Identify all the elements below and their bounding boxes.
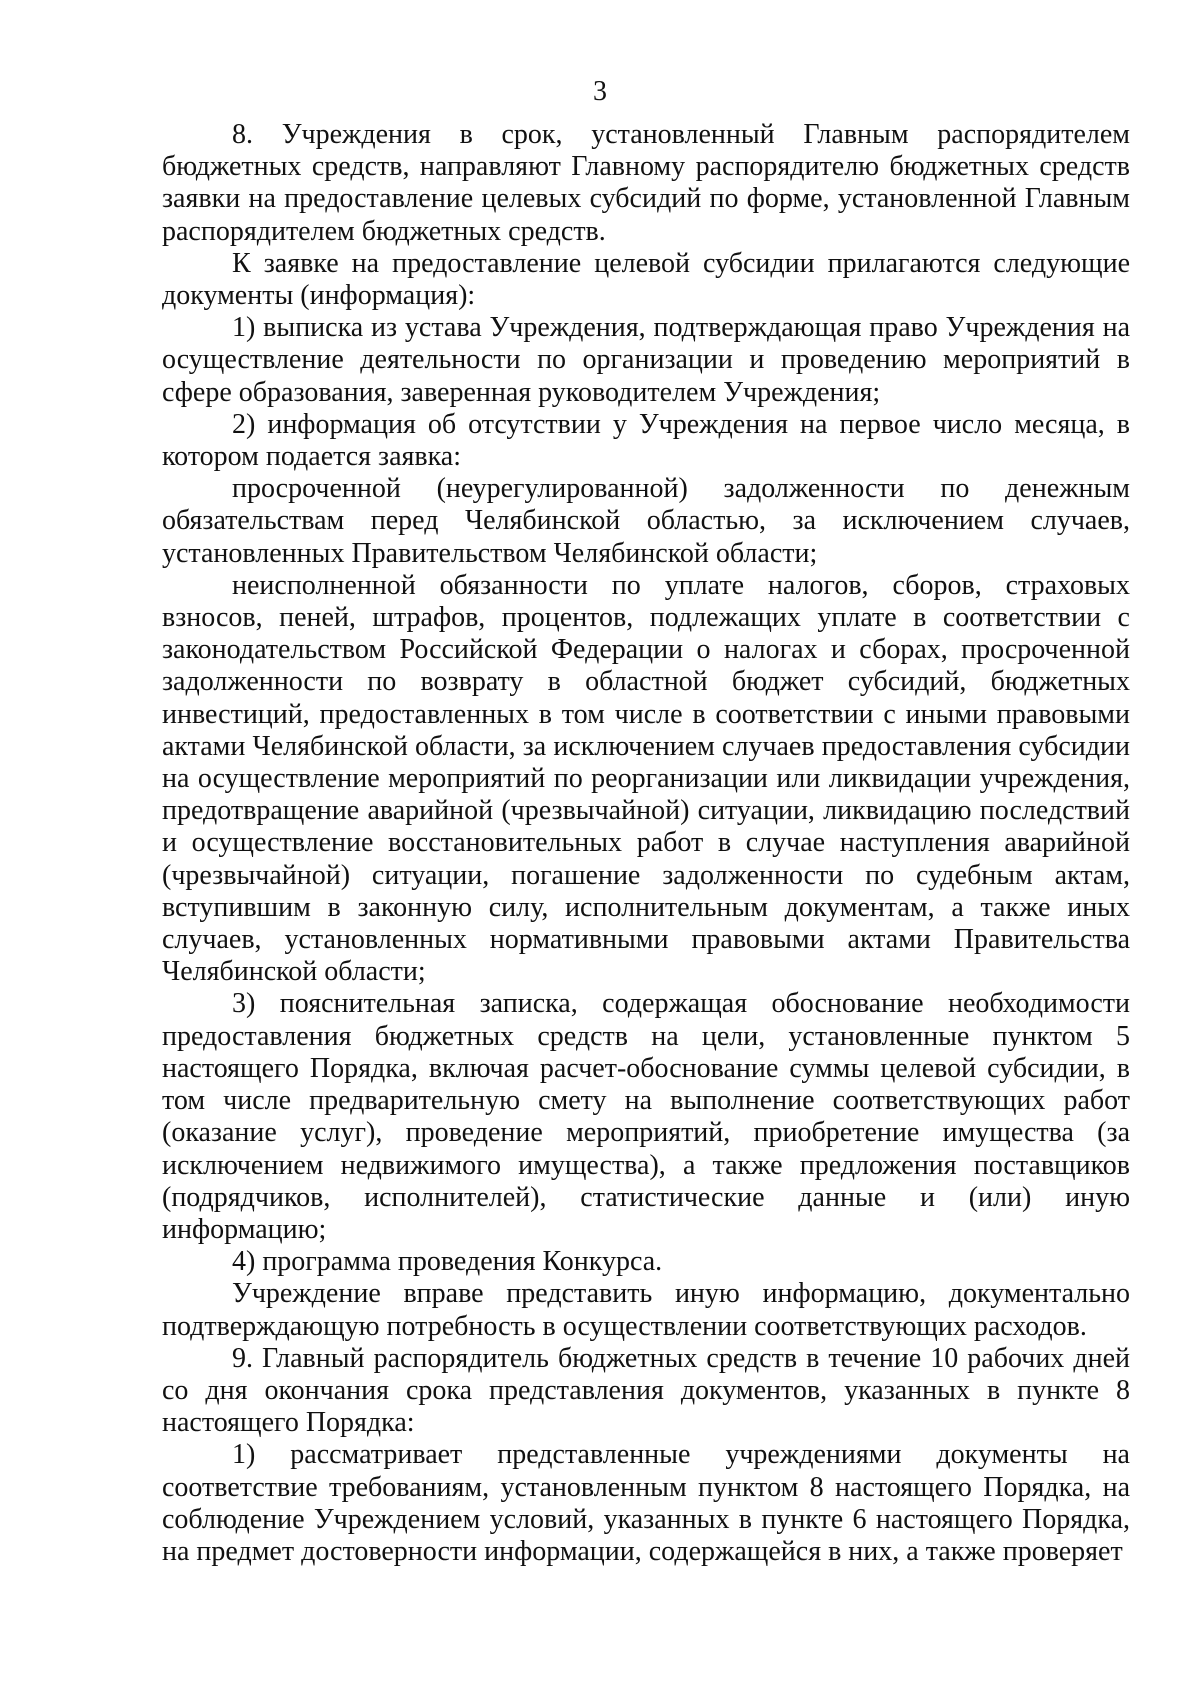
- paragraph-other-information: Учреждение вправе представить иную информацию, документально подтверждающую потребность в осуществлении соответствующих расходов.: [162, 1278, 1130, 1342]
- paragraph-unfulfilled-obligation: неисполненной обязанности по уплате налогов, сборов, страховых взносов, пеней, штрафов, процентов, подлежащих уплате в соответствии с законодательством Российской Федерации о налогах и сборах, просроченной задолженности по возврату в областной бюджет субсидий, бюджетных инвестиций, предоставленных в том числе в соответствии с иными правовыми актами Челябинской области, за исключением случаев предоставления субсидии на осуществление мероприятий по реорганизации или ликвидации учреждения, предотвращение аварийной (чрезвычайной) ситуации, ликвидацию последствий и осуществление восстановительных работ в случае наступления аварийной (чрезвычайной) ситуации, погашение задолженности по судебным актам, вступившим в законную силу, исполнительным документам, а также иных случаев, установленных нормативными правовыми актами Правительства Челябинской области;: [162, 569, 1130, 988]
- paragraph-item-4-contest-program: 4) программа проведения Конкурса.: [232, 1246, 663, 1278]
- paragraph-item-1-charter-extract: 1) выписка из устава Учреждения, подтверждающая право Учреждения на осуществление деятельности по организации и проведению мероприятий в сфере образования, заверенная руководителем Учреждения;: [162, 312, 1130, 408]
- paragraph-documents-list-intro: К заявке на предоставление целевой субсидии прилагаются следующие документы (информация):: [162, 247, 1130, 312]
- document-body: [162, 119, 1130, 1568]
- paragraph-item-2-absence-info: 2) информация об отсутствии у Учреждения на первое число месяца, в котором подается заявка:: [162, 408, 1130, 473]
- paragraph-9-review-period: 9. Главный распорядитель бюджетных средств в течение 10 рабочих дней со дня окончания срока представления документов, указанных в пункте 8 настоящего Порядка:: [162, 1342, 1130, 1439]
- paragraph-8-applications: 8. Учреждения в срок, установленный Главным распорядителем бюджетных средств, направляют Главному распорядителю бюджетных средств заявки на предоставление целевых субсидий по форме, установленной Главным распорядителем бюджетных средств.: [162, 119, 1130, 247]
- paragraph-item-3-explanatory-note: 3) пояснительная записка, содержащая обоснование необходимости предоставления бюджетных средств на цели, установленные пунктом 5 настоящего Порядка, включая расчет-обоснование суммы целевой субсидии, в том числе предварительную смету на выполнение соответствующих работ (оказание услуг), проведение мероприятий, приобретение имущества (за исключением недвижимого имущества), а также предложения поставщиков (подрядчиков, исполнителей), статистические данные и (или) иную информацию;: [162, 988, 1130, 1245]
- paragraph-overdue-debt: просроченной (неурегулированной) задолженности по денежным обязательствам перед Челябинской областью, за исключением случаев, установленных Правительством Челябинской области;: [162, 473, 1130, 569]
- paragraph-9-item-1-review: 1) рассматривает представленные учреждениями документы на соответствие требованиям, установленным пунктом 8 настоящего Порядка, на соблюдение Учреждением условий, указанных в пункте 6 настоящего Порядка, на предмет достоверности информации, содержащейся в них, а также проверяет: [162, 1439, 1130, 1567]
- page-number: 3: [593, 76, 607, 107]
